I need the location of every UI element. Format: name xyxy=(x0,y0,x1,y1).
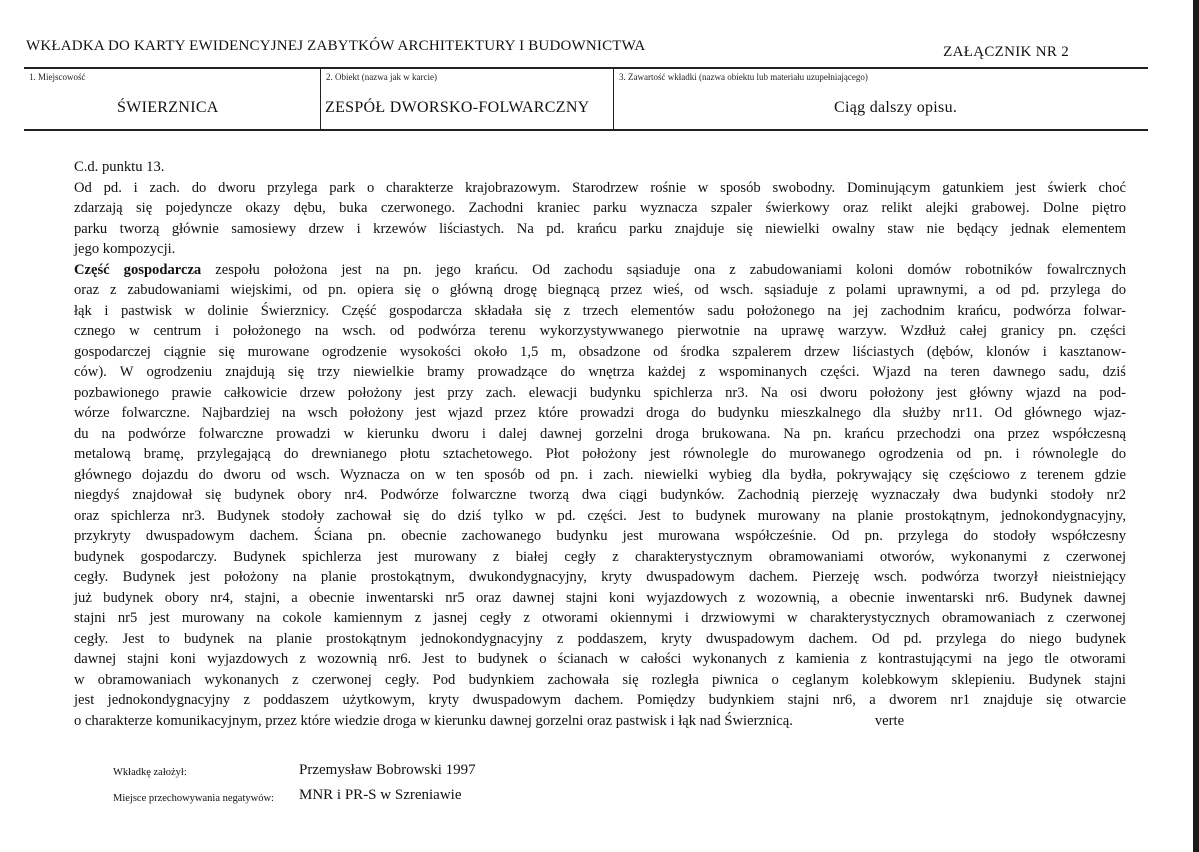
verte-note: verte xyxy=(874,712,905,729)
text-line: już budynek obory nr4, stajni, a obecnie inwentarski nr5 oraz dawnej stajni koni wyjazdowych z wozownią, a obecnie inwentarski nr6. Budynek dawnej xyxy=(74,589,1126,606)
text-line: łąk i pastwisk w dolinie Świerznicy. Część gospodarcza składała się z trzech elementów sadu położonego na jej zachodnim krańcu, podwórza folwar- xyxy=(74,302,1126,319)
author-value: Przemysław Bobrowski 1997 xyxy=(299,762,476,778)
text-line: pozbawionego prawie całkowicie drzew położony jest przy zach. elewacji budynku spichlerza nr3. Na osi dworu położony jest główny wjazd na pod- xyxy=(74,384,1126,401)
text-line: zdarzają się pojedyncze okazy dębu, buka czerwonego. Zachodni kraniec parku wyznacza szpaler świerkowy oraz relikt alejki grabowej. Dolne piętro xyxy=(74,200,1126,216)
text-line: cegły. Jest to budynek na planie prostokątnym jednokondygnacyjny z poddaszem, kryty dwuspadowym dachem. Od pd. przylega do niego budynek xyxy=(74,630,1126,647)
field-object xyxy=(320,69,613,129)
document-title: WKŁADKA DO KARTY EWIDENCYJNEJ ZABYTKÓW ARCHITEKTURY I BUDOWNICTWA xyxy=(26,38,646,54)
scan-edge xyxy=(1193,0,1199,852)
field-contents-value: Ciąg dalszy opisu. xyxy=(834,99,958,116)
text-line: Od pd. i zach. do dworu przylega park o charakterze krajobrazowym. Starodrzew rośnie w sposób swobodny. Dominującym gatunkiem jest świerk choć xyxy=(74,179,1126,196)
text-line: metalową bramę, przylegającą do drewnianego płotu sztachetowego. Płot położony jest równolegle do murowanego ogrodzenia od pn. i równolegle do xyxy=(74,446,1126,462)
text-line-section-start xyxy=(74,260,1126,281)
text-line: cegły. Budynek jest położony na planie prostokątnym, dwukondygnacyjny, kryty dwuspadowym dachem. Pierzeję wsch. podwórza tworzył nieistniejący xyxy=(74,569,1126,585)
text-line: parku tworzą głównie samosiewy drzew i krzewów liściastych. Na pd. krańcu parku znajduje się niewielki owalny staw nie będący jednak elementem xyxy=(74,220,1126,237)
field-locality-label: 1. Miejscowość xyxy=(29,72,86,82)
text-line: wórze folwarczne. Najbardziej na wsch położony jest wjazd przez które prowadzi droga do budynku mieszkalnego dla służby nr11. Od głównego wjaz- xyxy=(74,405,1126,421)
field-contents-label: 3. Zawartość wkładki (nazwa obiektu lub materiału uzupełniającego) xyxy=(619,72,868,82)
text-line: dawnej stajni koni wyjazdowych z wozownią nr6. Jest to budynek o ścianach w całości wykonanych z kamienia z kontrastującymi na jego tle otworami xyxy=(74,651,1126,667)
negatives-location-label: Miejsce przechowywania negatywów: xyxy=(113,793,274,804)
annex-number: ZAŁĄCZNIK NR 2 xyxy=(943,44,1069,60)
text-line: niegdyś znajdował się budynek obory nr4. Podwórze folwarczne tworzą dwa ciągi budynków. Zachodnią pierzeję wyznaczały dwa budynki stodoły nr2 xyxy=(74,487,1126,503)
text-fragment: o charakterze komunikacyjnym, przez które wiedzie droga w kierunku dawnej gorzelni oraz pastwisk i łąk nad Świerznicą. xyxy=(74,712,793,729)
text-fragment: zespołu położona jest na pn. jego krańcu. Od zachodu sąsiaduje ona z zabudowaniami koloni domów robotników fowalrcznych xyxy=(201,261,1126,278)
text-line: oraz z zabudowaniami wiejskimi, od pn. opiera się o główną drogę biegnącą przez wieś, od wsch. sąsiaduje z polami uprawnymi, a od pd. przylega do xyxy=(74,282,1126,298)
text-line: jest jednokondygnacyjny z poddaszem użytkowym, kryty dwuspadowym dachem. Pomiędzy budynkiem stajni nr6, a dworem nr1 znajduje się otwarcie xyxy=(74,692,1126,708)
field-locality-value: ŚWIERZNICA xyxy=(117,99,219,116)
field-locality xyxy=(24,69,320,129)
field-object-value: ZESPÓŁ DWORSKO-FOLWARCZNY xyxy=(325,99,590,116)
text-line: cznego w centrum i położonego na wsch. od podwórza terenu wykorzystywwanego pierwotnie na uprawę warzyw. Wzdłuż całej granicy pn. części xyxy=(74,323,1126,339)
text-line-last xyxy=(74,711,1126,732)
text-line: stajni nr5 jest murowany na cokole kamiennym z jasnej cegły z otworami okiennymi i drzwiowymi w charakterystycznych obramowaniach z czerwonej xyxy=(74,610,1126,626)
negatives-location-value: MNR i PR-S w Szreniawie xyxy=(299,787,462,803)
text-line: du na podwórze folwarczne prowadzi w kierunku dworu i dalej dawnej gorzelni droga brukowana. Na pn. krańcu przechodzi ona przez współczesną xyxy=(74,425,1126,442)
text-line: gospodarczej ciągnie się murowane ogrodzenie wysokości około 1,5 m, obsadzone od środka szpalerem drzew liściastych (dębów, klonów i kasztanow- xyxy=(74,343,1126,360)
text-line: głównego dojazdu do dworu od wsch. Wyznacza on w ten sposób od pn. i zach. niewielki wybieg dla bydła, pokrywający się częściowo z terenem gdzie xyxy=(74,466,1126,483)
field-object-label: 2. Obiekt (nazwa jak w karcie) xyxy=(326,72,437,82)
text-line: przykryty dwuspadowym dachem. Ściana pn. obecnie zachowanego budynku jest murowana współcześnie. Od pn. przylega do stodoły współczesny xyxy=(74,528,1126,544)
field-contents xyxy=(613,69,1148,129)
text-line: ców). W ogrodzeniu znajdują się trzy niewielkie bramy prowadzące do wnętrza każdej z wspominanych części. Wjazd na teren dawnego sadu, dziś xyxy=(74,364,1126,380)
intro-line: C.d. punktu 13. xyxy=(74,159,165,175)
header-fields-table xyxy=(24,67,1148,131)
text-line: budynek gospodarczy. Budynek spichlerza jest murowany z białej cegły z charakterystycznym obramowaniami otworów, wykonanymi z czerwonej xyxy=(74,548,1126,565)
section-heading-economic-part: Część gospodarcza xyxy=(74,261,202,278)
author-label: Wkładkę założył: xyxy=(113,767,187,778)
text-line: oraz spichlerza nr3. Budynek stodoły zachował się do dziś tylko w pd. części. Jest to budynek murowany na planie prostokątnym, jednokondygnacyjny, xyxy=(74,507,1126,524)
text-line: jego kompozycji. xyxy=(74,241,176,257)
text-line: w obramowaniach wykonanych z czerwonej cegły. Pod budynkiem zachowała się rozległa piwnica o ceglanym kolebkowym sklepieniu. Budynek stajni xyxy=(74,671,1126,688)
description-text xyxy=(74,157,1126,731)
